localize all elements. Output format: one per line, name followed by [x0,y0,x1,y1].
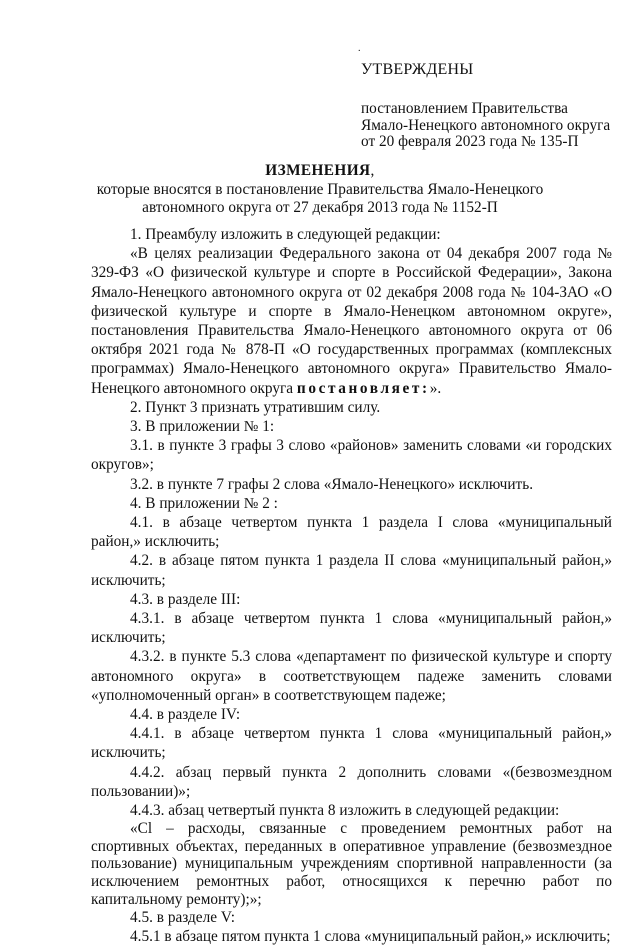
item-3: 3. В приложении № 1: [130,418,275,436]
item-1-preamble-quote [91,244,612,398]
item-4-3-2: 4.3.2. в пункте 5.3 слова «департамент по физической культуре и спорту автономного округа» в соответствующем падеже заменить словами «уполномоченный орган» в соответствующем падеже; [91,648,612,704]
document-title [0,161,640,180]
approval-line-3: от 20 февраля 2023 года № 135-П [361,133,579,150]
preamble-spaced-word: постановляет: [296,379,430,397]
item-4-5: 4.5. в разделе V: [130,909,236,927]
title-comma: , [370,162,375,179]
document-title-block [0,161,640,216]
approval-details [361,101,631,151]
approval-block [361,60,631,151]
preamble-quote-end: ». [429,379,442,397]
item-2: 2. Пункт 3 признать утратившим силу. [130,398,381,416]
item-4-1: 4.1. в абзаце четвертом пункта 1 раздела I слова «муниципальный район,» исключить; [91,514,612,551]
document-body [91,225,612,947]
item-1: 1. Преамбулу изложить в следующей редакции: [130,226,441,243]
item-4-4-2: 4.4.2. абзац первый пункта 2 дополнить словами «(безвозмездном пользовании)»; [91,763,612,800]
scan-dot-mark: . [358,43,361,54]
title-text: ИЗМЕНЕНИЯ [265,162,371,179]
item-4-3: 4.3. в разделе III: [130,590,241,608]
item-3-2: 3.2. в пункте 7 графы 2 слова «Ямало-Ненецкого» исключить. [130,475,534,493]
item-4-4: 4.4. в разделе IV: [130,706,241,724]
item-4: 4. В приложении № 2 : [130,494,278,512]
item-4-4-3-quote: «Сl – расходы, связанные с проведением ремонтных работ на спортивных объектах, переданных в оперативное управление (безвозмездное пользование) муниципальным учреждениям спортивной направленности (за исключением ремонтных работ, относящихся к перечню работ по капитальному ремонту);»; [91,820,612,908]
item-4-2: 4.2. в абзаце пятом пункта 1 раздела II слова «муниципальный район,» исключить; [91,552,612,589]
preamble-text: «В целях реализации Федерального закона от 04 декабря 2007 года № 329-ФЗ «О физической культуре и спорте в Российской Федерации», Закона Ямало-Ненецкого автономного округа от 02 декабря 2008 года № 104-ЗАО «О физической культуре и спорте в Ямало-Ненецком автономном округе», постановления Правительства Ямало-Ненецкого автономного округа от 06 октября 2021 года № 878-П «О государственных программах (комплексных программах) Ямало-Ненецкого автономного округа» Правительство Ямало-Ненецкого автономного округа [91,245,612,397]
item-4-4-3: 4.4.3. абзац четвертый пункта 8 изложить в следующей редакции: [130,802,560,820]
item-4-3-1: 4.3.1. в абзаце четвертом пункта 1 слова «муниципальный район,» исключить; [91,610,612,647]
approval-line-2: Ямало-Ненецкого автономного округа [361,116,611,134]
item-4-4-1: 4.4.1. в абзаце четвертом пункта 1 слова «муниципальный район,» исключить; [91,725,612,762]
approval-heading: УТВЕРЖДЕНЫ [361,61,474,78]
approval-line-1: постановлением Правительства [361,100,568,117]
item-4-5-1: 4.5.1 в абзаце пятом пункта 1 слова «муниципальный район,» исключить; [130,928,611,946]
item-3-1: 3.1. в пункте 3 графы 3 слово «районов» заменить словами «и городских округов»; [91,437,612,474]
document-subtitle: которые вносятся в постановление Правительства Ямало-Ненецкого автономного округа от 27 декабря 2013 года № 1152-П [96,181,544,216]
